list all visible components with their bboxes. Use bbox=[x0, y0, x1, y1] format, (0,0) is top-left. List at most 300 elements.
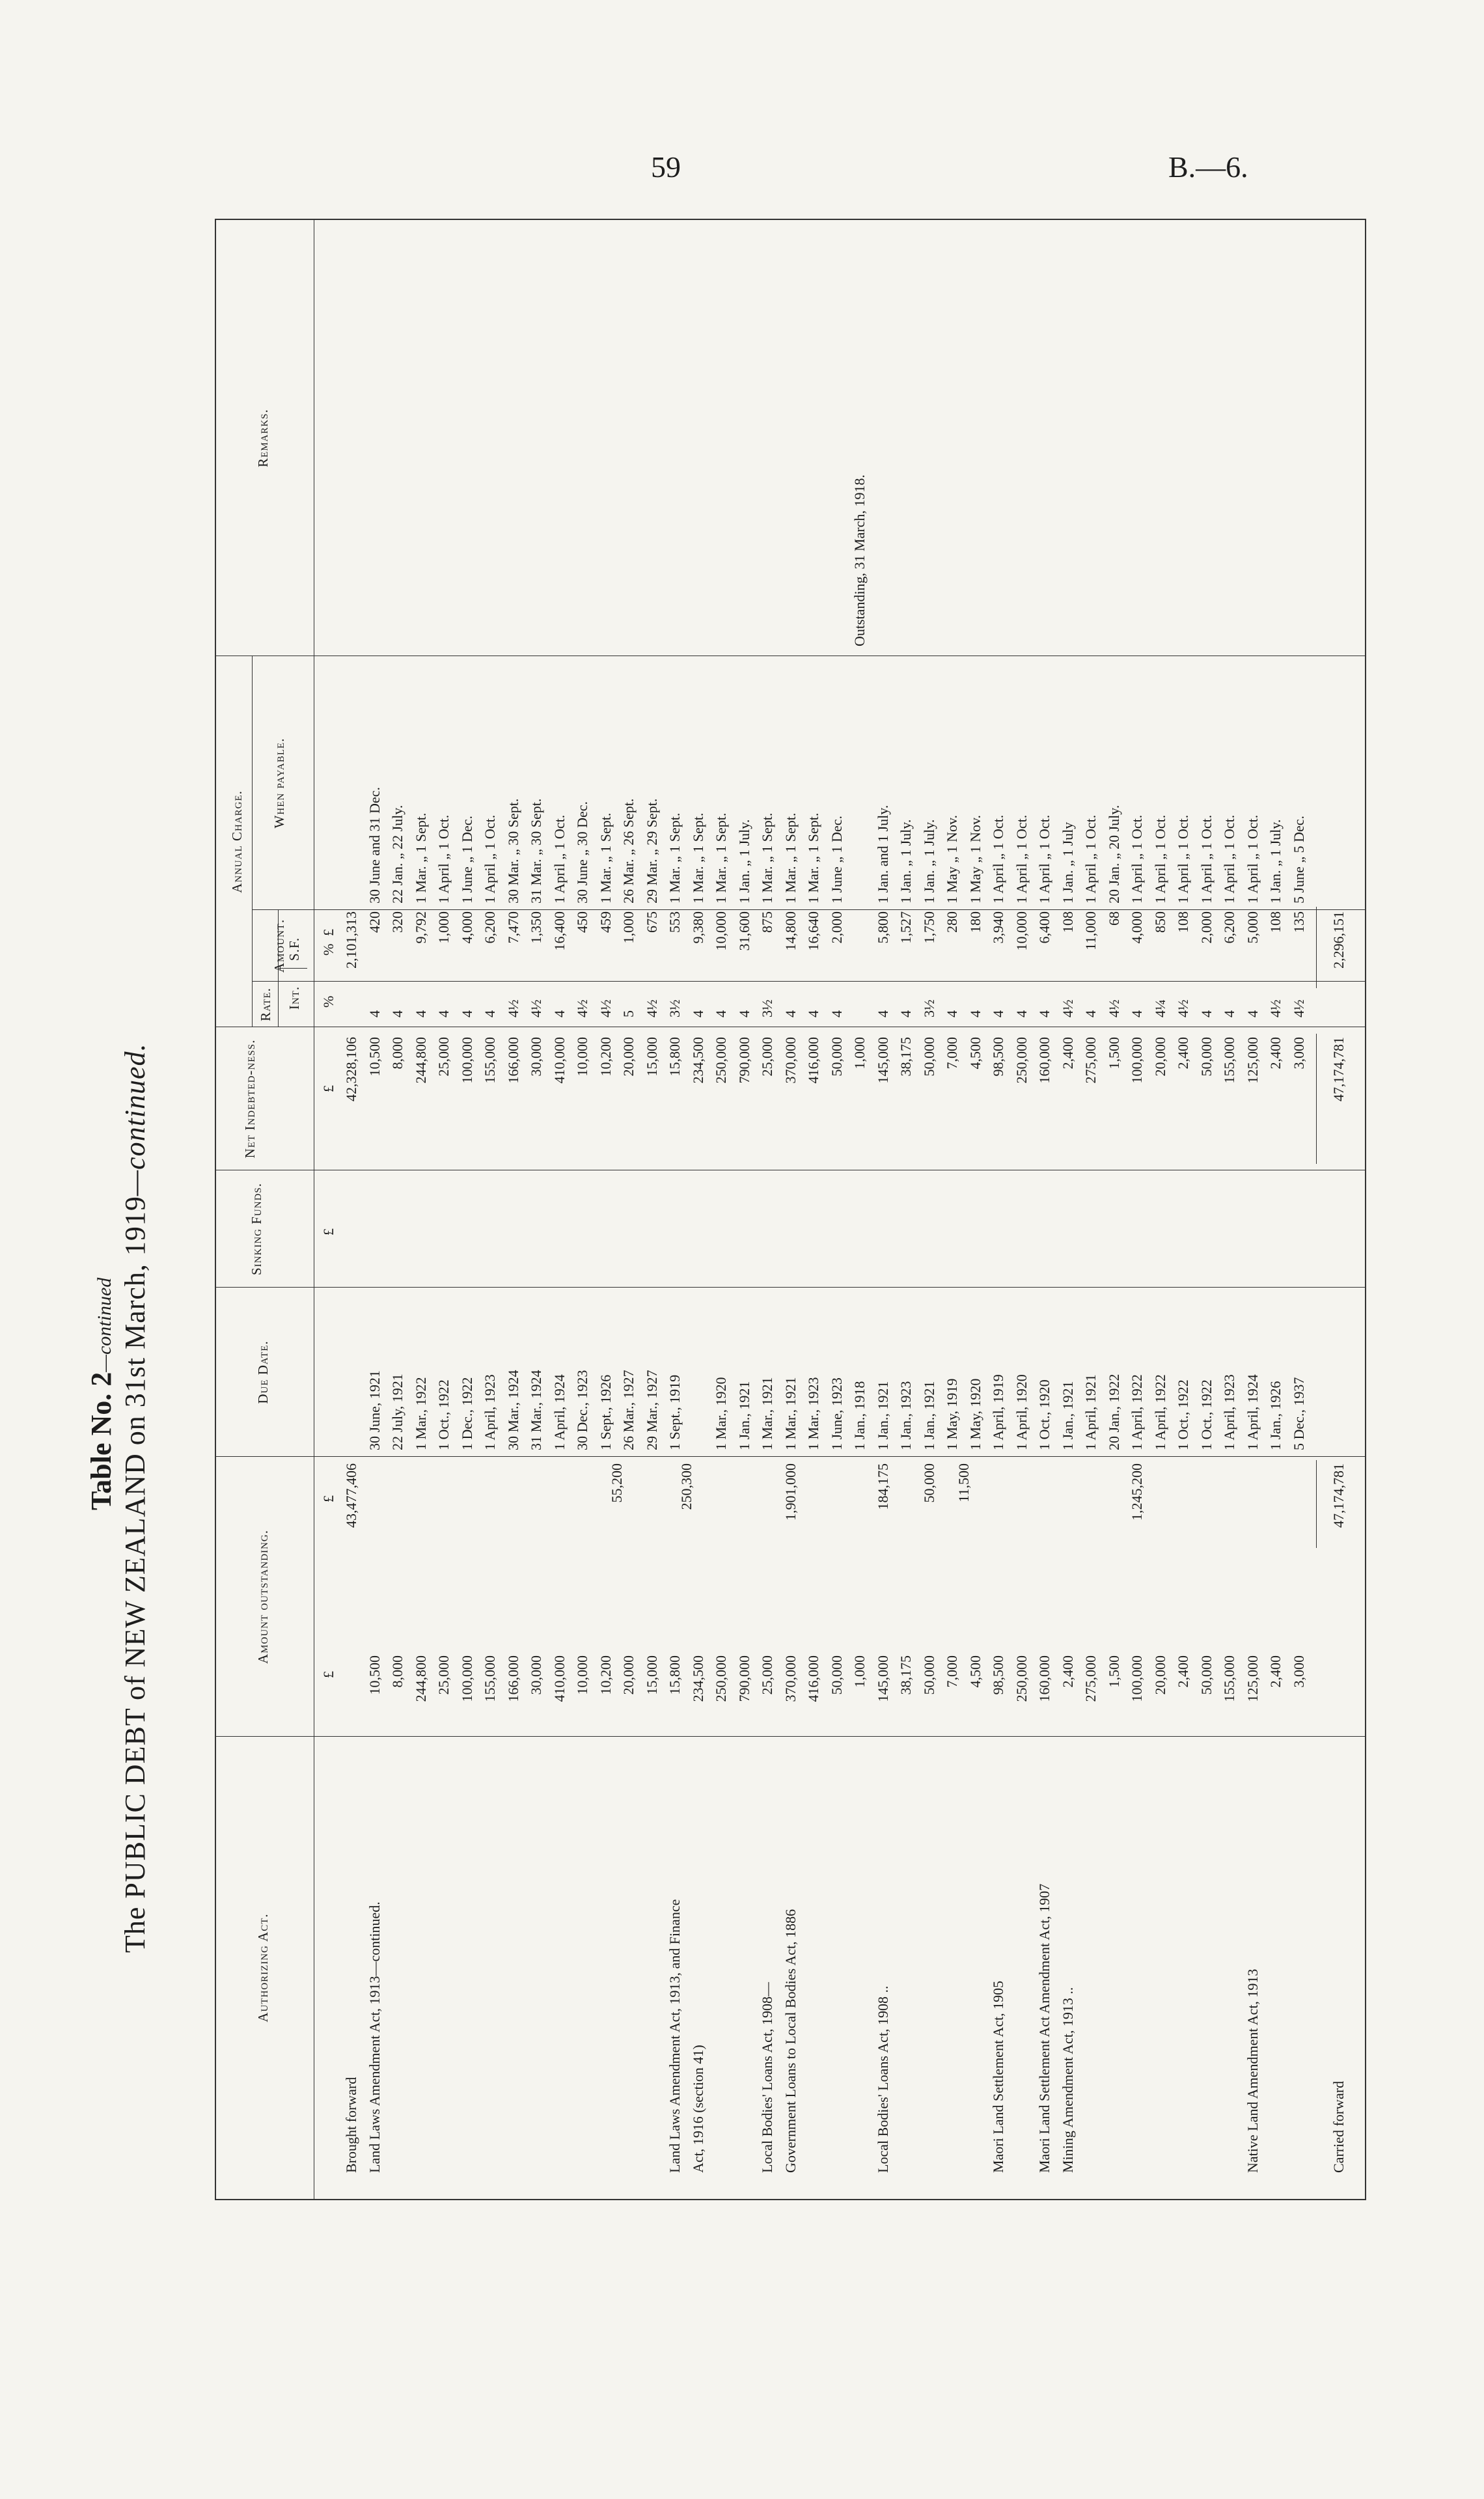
table-number: Table No. 2 bbox=[85, 1372, 117, 1510]
col-rule bbox=[216, 1287, 1365, 1288]
when-payable-cell: 1 Mar. „ 1 Sept. bbox=[713, 812, 729, 904]
due-date-cell: 30 Dec., 1923 bbox=[574, 1370, 590, 1450]
net-indebtedness-cell: 38,175 bbox=[898, 1037, 914, 1077]
group-total-amount: 1,245,200 bbox=[1129, 1463, 1145, 1521]
due-date-cell: 1 April, 1923 bbox=[482, 1374, 498, 1450]
rate-int-cell: 5 bbox=[620, 1010, 637, 1017]
annual-amount-cell: 16,640 bbox=[805, 911, 821, 951]
net-indebtedness-cell: 234,500 bbox=[689, 1037, 706, 1084]
net-indebtedness-cell: 244,800 bbox=[412, 1037, 429, 1084]
amount-outstanding-cell: 38,175 bbox=[898, 1655, 914, 1695]
authorizing-act: Maori Land Settlement Act, 1905 bbox=[990, 1980, 1006, 2173]
subtitle-main: The PUBLIC DEBT of NEW ZEALAND on 31st March, 1919 bbox=[119, 1196, 151, 1953]
annual-amount-cell: 2,000 bbox=[828, 911, 845, 944]
due-date-cell: 1 April, 1922 bbox=[1129, 1374, 1145, 1450]
amount-outstanding-cell: 155,000 bbox=[1221, 1655, 1237, 1702]
authorizing-act: Native Land Amendment Act, 1913 bbox=[1244, 1968, 1261, 2173]
net-indebtedness-cell: 155,000 bbox=[482, 1037, 498, 1084]
annual-amount-cell: 68 bbox=[1105, 911, 1122, 926]
annual-amount-cell: 6,200 bbox=[482, 911, 498, 944]
annual-amount-cell: 1,527 bbox=[898, 911, 914, 944]
table-continued: —continued bbox=[94, 1277, 115, 1372]
rate-int-cell: 4½ bbox=[528, 999, 544, 1017]
amount-outstanding-cell: 2,400 bbox=[1059, 1655, 1076, 1688]
due-date-cell: 1 Mar., 1921 bbox=[759, 1377, 775, 1450]
annual-amount-cell: 4,000 bbox=[1129, 911, 1145, 944]
due-date-cell: 1 April, 1919 bbox=[990, 1374, 1006, 1450]
annual-amount-cell: 4,000 bbox=[458, 911, 475, 944]
annual-amount-cell: 16,400 bbox=[551, 911, 568, 951]
rate-int-cell: 4½ bbox=[597, 999, 614, 1017]
when-payable-cell: 1 Jan. „ 1 July. bbox=[735, 819, 752, 904]
amount-outstanding-cell: 125,000 bbox=[1244, 1655, 1261, 1702]
amount-outstanding-cell: 20,000 bbox=[1151, 1655, 1168, 1695]
debt-table bbox=[215, 219, 1366, 2200]
net-indebtedness-cell: 790,000 bbox=[735, 1037, 752, 1084]
header-remarks: Remarks. bbox=[255, 409, 271, 467]
net-indebtedness-cell: 98,500 bbox=[990, 1037, 1006, 1077]
group-total-amount: 184,175 bbox=[874, 1463, 891, 1510]
when-payable-cell: 1 April „ 1 Oct. bbox=[1082, 814, 1099, 904]
rate-int-cell: 3½ bbox=[920, 999, 937, 1017]
net-indebtedness-cell: 1,000 bbox=[851, 1037, 868, 1070]
rate-int-cell: 3½ bbox=[666, 999, 683, 1017]
due-date-cell: 1 April, 1921 bbox=[1082, 1374, 1099, 1450]
amount-outstanding-cell: 10,200 bbox=[597, 1655, 614, 1695]
amount-outstanding-cell: 145,000 bbox=[874, 1655, 891, 1702]
unit-pound: £ bbox=[320, 929, 337, 936]
net-indebtedness-cell: 50,000 bbox=[920, 1037, 937, 1077]
net-indebtedness-cell: 410,000 bbox=[551, 1037, 568, 1084]
annual-amount-cell: 108 bbox=[1267, 911, 1284, 933]
net-indebtedness-cell: 100,000 bbox=[458, 1037, 475, 1084]
amount-outstanding-cell: 50,000 bbox=[920, 1655, 937, 1695]
annual-amount-cell: 2,000 bbox=[1198, 911, 1215, 944]
rate-int-cell: 4 bbox=[735, 1010, 752, 1017]
when-payable-cell: 30 June and 31 Dec. bbox=[366, 786, 383, 904]
due-date-cell: 1 April, 1922 bbox=[1151, 1374, 1168, 1450]
authorizing-act: Local Bodies' Loans Act, 1908 .. bbox=[874, 1985, 891, 2173]
due-date-cell: 30 Mar., 1924 bbox=[504, 1370, 521, 1450]
amount-outstanding-cell: 15,000 bbox=[643, 1655, 660, 1695]
net-indebtedness-cell: 370,000 bbox=[782, 1037, 799, 1084]
rate-int-cell: 4 bbox=[874, 1010, 891, 1017]
group-total-amount: 55,200 bbox=[609, 1463, 625, 1503]
annual-amount-cell: 3,940 bbox=[990, 911, 1006, 944]
rate-int-cell: 4 bbox=[990, 1010, 1006, 1017]
rate-int-cell: 4½ bbox=[1290, 999, 1307, 1017]
due-date-cell: 26 Mar., 1927 bbox=[620, 1370, 637, 1450]
annual-amount-cell: 420 bbox=[366, 911, 383, 933]
annual-amount-cell: 7,470 bbox=[504, 911, 521, 944]
rate-int-cell: 4 bbox=[1198, 1010, 1215, 1017]
net-indebtedness-cell: 50,000 bbox=[1198, 1037, 1215, 1077]
rate-int-cell: 4 bbox=[1129, 1010, 1145, 1017]
annual-amount-cell: 11,000 bbox=[1082, 911, 1099, 950]
header-net-indebtedness: Net Indebted-ness. bbox=[242, 1039, 258, 1159]
annual-amount-cell: 2,101,313 bbox=[343, 911, 359, 969]
due-date-cell: 1 Jan., 1921 bbox=[874, 1381, 891, 1450]
net-indebtedness-cell: 7,000 bbox=[944, 1037, 960, 1070]
unit-pound: £ bbox=[320, 1228, 337, 1236]
due-date-cell: 22 July, 1921 bbox=[389, 1374, 405, 1450]
amount-outstanding-cell: 160,000 bbox=[1036, 1655, 1052, 1702]
header-sf: S.F. bbox=[286, 937, 302, 961]
net-indebtedness-cell: 145,000 bbox=[874, 1037, 891, 1084]
rate-int-cell: 4 bbox=[713, 1010, 729, 1017]
authorizing-act: Land Laws Amendment Act, 1913, and Finance bbox=[666, 1899, 683, 2173]
when-payable-cell: 1 Mar. „ 1 Sept. bbox=[689, 812, 706, 904]
due-date-cell: 1 Oct., 1922 bbox=[435, 1379, 452, 1450]
amount-outstanding-cell: 155,000 bbox=[482, 1655, 498, 1702]
net-indebtedness-cell: 2,400 bbox=[1059, 1037, 1076, 1070]
rate-int-cell: 4 bbox=[898, 1010, 914, 1017]
when-payable-cell: 1 April „ 1 Oct. bbox=[1151, 814, 1168, 904]
amount-outstanding-cell: 166,000 bbox=[504, 1655, 521, 1702]
net-indebtedness-cell: 2,400 bbox=[1175, 1037, 1191, 1070]
annual-amount-cell: 875 bbox=[759, 911, 775, 933]
group-total-amount: 11,500 bbox=[955, 1463, 972, 1502]
net-indebtedness-cell: 20,000 bbox=[620, 1037, 637, 1077]
col-rule bbox=[252, 909, 1365, 910]
when-payable-cell: 29 Mar. „ 29 Sept. bbox=[643, 798, 660, 904]
when-payable-cell: 20 Jan. „ 20 July. bbox=[1105, 805, 1122, 904]
due-date-cell: 30 June, 1921 bbox=[366, 1370, 383, 1450]
net-indebtedness-cell: 50,000 bbox=[828, 1037, 845, 1077]
due-date-cell: 1 April, 1924 bbox=[1244, 1374, 1261, 1450]
rate-int-cell: 4 bbox=[458, 1010, 475, 1017]
rate-int-cell: 4 bbox=[828, 1010, 845, 1017]
net-indebtedness-cell: 125,000 bbox=[1244, 1037, 1261, 1084]
annual-amount-cell: 459 bbox=[597, 911, 614, 933]
due-date-cell: 31 Mar., 1924 bbox=[528, 1370, 544, 1450]
when-payable-cell: 1 April „ 1 Oct. bbox=[1244, 814, 1261, 904]
amount-outstanding-cell: 10,500 bbox=[366, 1655, 383, 1695]
remark-text: Outstanding, 31 March, 1918. bbox=[851, 475, 868, 646]
annual-amount-cell: 1,000 bbox=[435, 911, 452, 944]
annual-amount-cell: 1,350 bbox=[528, 911, 544, 944]
annual-amount-cell: 450 bbox=[574, 911, 590, 933]
annual-amount-cell: 108 bbox=[1059, 911, 1076, 933]
when-payable-cell: 22 Jan. „ 22 July. bbox=[389, 805, 405, 904]
authorizing-act: Maori Land Settlement Act Amendment Act, 1907 bbox=[1036, 1883, 1052, 2173]
net-indebtedness-cell: 25,000 bbox=[759, 1037, 775, 1077]
due-date-cell: 1 April, 1920 bbox=[1013, 1374, 1030, 1450]
due-date-cell: 1 May, 1920 bbox=[967, 1378, 983, 1450]
amount-outstanding-cell: 25,000 bbox=[435, 1655, 452, 1695]
total-rule bbox=[1316, 907, 1317, 988]
due-date-cell: 1 Sept., 1919 bbox=[666, 1374, 683, 1450]
net-indebtedness-cell: 10,500 bbox=[366, 1037, 383, 1077]
header-rate: Rate. bbox=[258, 987, 273, 1021]
rate-int-cell: 3½ bbox=[759, 999, 775, 1017]
net-indebtedness-cell: 15,800 bbox=[666, 1037, 683, 1077]
annual-amount-cell: 14,800 bbox=[782, 911, 799, 951]
subtitle-continued: —continued. bbox=[119, 1043, 151, 1196]
when-payable-cell: 1 May „ 1 Nov. bbox=[967, 814, 983, 904]
net-indebtedness-cell: 30,000 bbox=[528, 1037, 544, 1077]
when-payable-cell: 1 April „ 1 Oct. bbox=[990, 814, 1006, 904]
amount-outstanding-cell: 790,000 bbox=[735, 1655, 752, 1702]
authorizing-act: Mining Amendment Act, 1913 .. bbox=[1059, 1987, 1076, 2173]
unit-percent: % bbox=[320, 943, 337, 956]
amount-outstanding-cell: 2,400 bbox=[1267, 1655, 1284, 1688]
authorizing-act: Land Laws Amendment Act, 1913—continued. bbox=[366, 1901, 383, 2173]
unit-percent: % bbox=[320, 995, 337, 1008]
net-indebtedness-cell: 25,000 bbox=[435, 1037, 452, 1077]
rate-int-cell: 4½ bbox=[1267, 999, 1284, 1017]
unit-pound: £ bbox=[320, 1671, 337, 1678]
net-indebtedness-cell: 275,000 bbox=[1082, 1037, 1099, 1084]
unit-pound: £ bbox=[320, 1085, 337, 1092]
total-rule bbox=[1316, 1034, 1317, 1164]
when-payable-cell: 1 May „ 1 Nov. bbox=[944, 814, 960, 904]
when-payable-cell: 1 Jan. and 1 July. bbox=[874, 805, 891, 904]
rate-int-cell: 4 bbox=[967, 1010, 983, 1017]
amount-outstanding-cell: 98,500 bbox=[990, 1655, 1006, 1695]
amount-outstanding-cell: 30,000 bbox=[528, 1655, 544, 1695]
col-rule bbox=[216, 1736, 1365, 1737]
annual-amount-cell: 10,000 bbox=[1013, 911, 1030, 951]
header-annual-charge: Annual Charge. bbox=[229, 790, 245, 893]
annual-amount-cell: 553 bbox=[666, 911, 683, 933]
annual-amount-cell: 108 bbox=[1175, 911, 1191, 933]
net-indebtedness-cell: 15,000 bbox=[643, 1037, 660, 1077]
rate-int-cell: 4¼ bbox=[1151, 999, 1168, 1017]
due-date-cell: 1 Jan., 1926 bbox=[1267, 1381, 1284, 1450]
rate-int-cell: 4½ bbox=[504, 999, 521, 1017]
net-indebtedness-cell: 166,000 bbox=[504, 1037, 521, 1084]
due-date-cell: 1 Jan., 1918 bbox=[851, 1381, 868, 1450]
annual-amount-cell: 675 bbox=[643, 911, 660, 933]
amount-outstanding-cell: 370,000 bbox=[782, 1655, 799, 1702]
when-payable-cell: 1 April „ 1 Oct. bbox=[1129, 814, 1145, 904]
due-date-cell: 1 Jan., 1921 bbox=[1059, 1381, 1076, 1450]
due-date-cell: 5 Dec., 1937 bbox=[1290, 1377, 1307, 1450]
when-payable-cell: 1 April „ 1 Oct. bbox=[1198, 814, 1215, 904]
rate-int-cell: 4 bbox=[1221, 1010, 1237, 1017]
annual-amount-cell: 9,380 bbox=[689, 911, 706, 944]
due-date-cell: 1 April, 1923 bbox=[1221, 1374, 1237, 1450]
group-total-amount: 43,477,406 bbox=[343, 1463, 359, 1528]
amount-outstanding-cell: 3,000 bbox=[1290, 1655, 1307, 1688]
due-date-cell: 1 Jan., 1921 bbox=[735, 1381, 752, 1450]
annual-amount-cell: 1,000 bbox=[620, 911, 637, 944]
when-payable-cell: 1 April „ 1 Oct. bbox=[1175, 814, 1191, 904]
when-payable-cell: 1 Jan. „ 1 July bbox=[1059, 821, 1076, 904]
due-date-cell: 1 Mar., 1920 bbox=[713, 1377, 729, 1450]
when-payable-cell: 1 Jan. „ 1 July. bbox=[920, 819, 937, 904]
due-date-cell: 1 Sept., 1926 bbox=[597, 1374, 614, 1450]
rate-int-cell: 4 bbox=[366, 1010, 383, 1017]
amount-outstanding-cell: 100,000 bbox=[1129, 1655, 1145, 1702]
authorizing-act: Brought forward bbox=[343, 2077, 359, 2173]
amount-outstanding-cell: 234,500 bbox=[689, 1655, 706, 1702]
group-total-amount: 250,300 bbox=[678, 1463, 694, 1510]
rate-int-cell: 4 bbox=[1013, 1010, 1030, 1017]
amount-outstanding-cell: 25,000 bbox=[759, 1655, 775, 1695]
net-indebtedness-cell: 1,500 bbox=[1105, 1037, 1122, 1070]
rate-int-cell: 4 bbox=[805, 1010, 821, 1017]
carried-forward-annual: 2,296,151 bbox=[1330, 911, 1347, 969]
net-indebtedness-cell: 250,000 bbox=[1013, 1037, 1030, 1084]
rotated-table-page bbox=[85, 117, 1451, 2200]
net-indebtedness-cell: 416,000 bbox=[805, 1037, 821, 1084]
annual-amount-cell: 6,200 bbox=[1221, 911, 1237, 944]
due-date-cell: 1 May, 1919 bbox=[944, 1378, 960, 1450]
when-payable-cell: 1 April „ 1 Oct. bbox=[1013, 814, 1030, 904]
annual-amount-cell: 31,600 bbox=[735, 911, 752, 951]
amount-outstanding-cell: 10,000 bbox=[574, 1655, 590, 1695]
amount-outstanding-cell: 8,000 bbox=[389, 1655, 405, 1688]
rate-int-cell: 4½ bbox=[1105, 999, 1122, 1017]
net-indebtedness-cell: 155,000 bbox=[1221, 1037, 1237, 1084]
due-date-cell: 1 Mar., 1923 bbox=[805, 1377, 821, 1450]
due-date-cell: 1 Oct., 1922 bbox=[1175, 1379, 1191, 1450]
due-date-cell: 1 Mar., 1921 bbox=[782, 1377, 799, 1450]
rate-int-cell: 4 bbox=[1036, 1010, 1052, 1017]
amount-outstanding-cell: 244,800 bbox=[412, 1655, 429, 1702]
header-act: Authorizing Act. bbox=[255, 1913, 271, 2023]
page-number: 59 bbox=[651, 150, 681, 184]
rate-int-cell: 4 bbox=[944, 1010, 960, 1017]
due-date-cell: 1 April, 1924 bbox=[551, 1374, 568, 1450]
annual-amount-cell: 180 bbox=[967, 911, 983, 933]
when-payable-cell: 1 April „ 1 Oct. bbox=[551, 814, 568, 904]
rate-int-cell: 4 bbox=[689, 1010, 706, 1017]
annual-amount-cell: 1,750 bbox=[920, 911, 937, 944]
annual-amount-cell: 6,400 bbox=[1036, 911, 1052, 944]
when-payable-cell: 1 Mar. „ 1 Sept. bbox=[666, 812, 683, 904]
annual-amount-cell: 135 bbox=[1290, 911, 1307, 933]
net-indebtedness-cell: 2,400 bbox=[1267, 1037, 1284, 1070]
due-date-cell: 1 Jan., 1923 bbox=[898, 1381, 914, 1450]
annual-amount-cell: 320 bbox=[389, 911, 405, 933]
header-amount: Amount. bbox=[271, 918, 287, 973]
rate-int-cell: 4 bbox=[1082, 1010, 1099, 1017]
header-sinking-funds: Sinking Funds. bbox=[249, 1182, 264, 1276]
amount-outstanding-cell: 275,000 bbox=[1082, 1655, 1099, 1702]
page-reference: B.—6. bbox=[1168, 150, 1248, 184]
rate-int-cell: 4½ bbox=[643, 999, 660, 1017]
rate-int-cell: 4 bbox=[435, 1010, 452, 1017]
when-payable-cell: 30 June „ 30 Dec. bbox=[574, 801, 590, 904]
annual-amount-cell: 5,000 bbox=[1244, 911, 1261, 944]
when-payable-cell: 1 Mar. „ 1 Sept. bbox=[782, 812, 799, 904]
due-date-cell: 1 Oct., 1920 bbox=[1036, 1379, 1052, 1450]
when-payable-cell: 1 April „ 1 Oct. bbox=[1221, 814, 1237, 904]
amount-outstanding-cell: 1,000 bbox=[851, 1655, 868, 1688]
net-indebtedness-cell: 42,328,106 bbox=[343, 1037, 359, 1101]
amount-outstanding-cell: 7,000 bbox=[944, 1655, 960, 1688]
when-payable-cell: 1 Mar. „ 1 Sept. bbox=[412, 812, 429, 904]
rate-int-cell: 4½ bbox=[574, 999, 590, 1017]
annual-amount-cell: 850 bbox=[1151, 911, 1168, 933]
unit-pound: £ bbox=[320, 1495, 337, 1502]
when-payable-cell: 1 Mar. „ 1 Sept. bbox=[759, 812, 775, 904]
carried-forward-amount-outstanding: 47,174,781 bbox=[1330, 1463, 1347, 1528]
authorizing-act: Act, 1916 (section 41) bbox=[689, 2045, 706, 2173]
when-payable-cell: 30 Mar. „ 30 Sept. bbox=[504, 798, 521, 904]
amount-outstanding-cell: 1,500 bbox=[1105, 1655, 1122, 1688]
group-total-amount: 50,000 bbox=[920, 1463, 937, 1503]
net-indebtedness-cell: 8,000 bbox=[389, 1037, 405, 1070]
authorizing-act: Government Loans to Local Bodies Act, 1886 bbox=[782, 1909, 799, 2173]
rate-int-cell: 4 bbox=[1244, 1010, 1261, 1017]
amount-outstanding-cell: 50,000 bbox=[828, 1655, 845, 1695]
due-date-cell: 20 Jan., 1922 bbox=[1105, 1374, 1122, 1450]
table-title bbox=[85, 1278, 118, 1510]
net-indebtedness-cell: 10,000 bbox=[574, 1037, 590, 1077]
rate-int-cell: 4 bbox=[782, 1010, 799, 1017]
amount-outstanding-cell: 50,000 bbox=[1198, 1655, 1215, 1695]
rate-int-cell: 4 bbox=[482, 1010, 498, 1017]
net-indebtedness-cell: 160,000 bbox=[1036, 1037, 1052, 1084]
col-rule bbox=[216, 1456, 1365, 1457]
table-subtitle bbox=[118, 1043, 152, 1953]
amount-outstanding-cell: 416,000 bbox=[805, 1655, 821, 1702]
amount-outstanding-cell: 15,800 bbox=[666, 1655, 683, 1695]
when-payable-cell: 1 April „ 1 Oct. bbox=[435, 814, 452, 904]
when-payable-cell: 1 Jan. „ 1 July. bbox=[898, 819, 914, 904]
amount-outstanding-cell: 2,400 bbox=[1175, 1655, 1191, 1688]
due-date-cell: 1 Mar., 1922 bbox=[412, 1377, 429, 1450]
amount-outstanding-cell: 100,000 bbox=[458, 1655, 475, 1702]
rate-int-cell: 4 bbox=[412, 1010, 429, 1017]
annual-amount-cell: 280 bbox=[944, 911, 960, 933]
due-date-cell: 1 Jan., 1921 bbox=[920, 1381, 937, 1450]
amount-outstanding-cell: 20,000 bbox=[620, 1655, 637, 1695]
total-rule bbox=[1316, 1460, 1317, 1548]
due-date-cell: 1 June, 1923 bbox=[828, 1377, 845, 1450]
header-when-payable: When payable. bbox=[271, 738, 287, 829]
when-payable-cell: 1 June „ 1 Dec. bbox=[458, 815, 475, 904]
when-payable-cell: 5 June „ 5 Dec. bbox=[1290, 815, 1307, 904]
when-payable-cell: 1 Mar. „ 1 Sept. bbox=[805, 812, 821, 904]
net-indebtedness-cell: 250,000 bbox=[713, 1037, 729, 1084]
when-payable-cell: 1 June „ 1 Dec. bbox=[828, 815, 845, 904]
group-total-amount: 1,901,000 bbox=[782, 1463, 799, 1521]
amount-outstanding-cell: 4,500 bbox=[967, 1655, 983, 1688]
header-amount-outstanding: Amount outstanding. bbox=[255, 1530, 271, 1664]
when-payable-cell: 26 Mar. „ 26 Sept. bbox=[620, 798, 637, 904]
amount-outstanding-cell: 250,000 bbox=[1013, 1655, 1030, 1702]
rate-int-cell: 4 bbox=[551, 1010, 568, 1017]
due-date-cell: 1 Oct., 1922 bbox=[1198, 1379, 1215, 1450]
header-rule bbox=[252, 656, 253, 1027]
rate-int-cell: 4½ bbox=[1175, 999, 1191, 1017]
annual-amount-cell: 10,000 bbox=[713, 911, 729, 951]
carried-forward-label: Carried forward bbox=[1330, 2080, 1347, 2173]
amount-outstanding-cell: 410,000 bbox=[551, 1655, 568, 1702]
when-payable-cell: 1 April „ 1 Oct. bbox=[482, 814, 498, 904]
due-date-cell: 29 Mar., 1927 bbox=[643, 1370, 660, 1450]
when-payable-cell: 1 Mar. „ 1 Sept. bbox=[597, 812, 614, 904]
net-indebtedness-cell: 10,200 bbox=[597, 1037, 614, 1077]
net-indebtedness-cell: 100,000 bbox=[1129, 1037, 1145, 1084]
net-indebtedness-cell: 4,500 bbox=[967, 1037, 983, 1070]
annual-amount-cell: 9,792 bbox=[412, 911, 429, 944]
when-payable-cell: 31 Mar. „ 30 Sept. bbox=[528, 798, 544, 904]
when-payable-cell: 1 April „ 1 Oct. bbox=[1036, 814, 1052, 904]
net-indebtedness-cell: 20,000 bbox=[1151, 1037, 1168, 1077]
header-due-date: Due Date. bbox=[255, 1340, 271, 1404]
header-int: Int. bbox=[286, 986, 302, 1010]
net-indebtedness-cell: 3,000 bbox=[1290, 1037, 1307, 1070]
rate-int-cell: 4 bbox=[389, 1010, 405, 1017]
annual-amount-cell: 5,800 bbox=[874, 911, 891, 944]
due-date-cell: 1 Dec., 1922 bbox=[458, 1377, 475, 1450]
